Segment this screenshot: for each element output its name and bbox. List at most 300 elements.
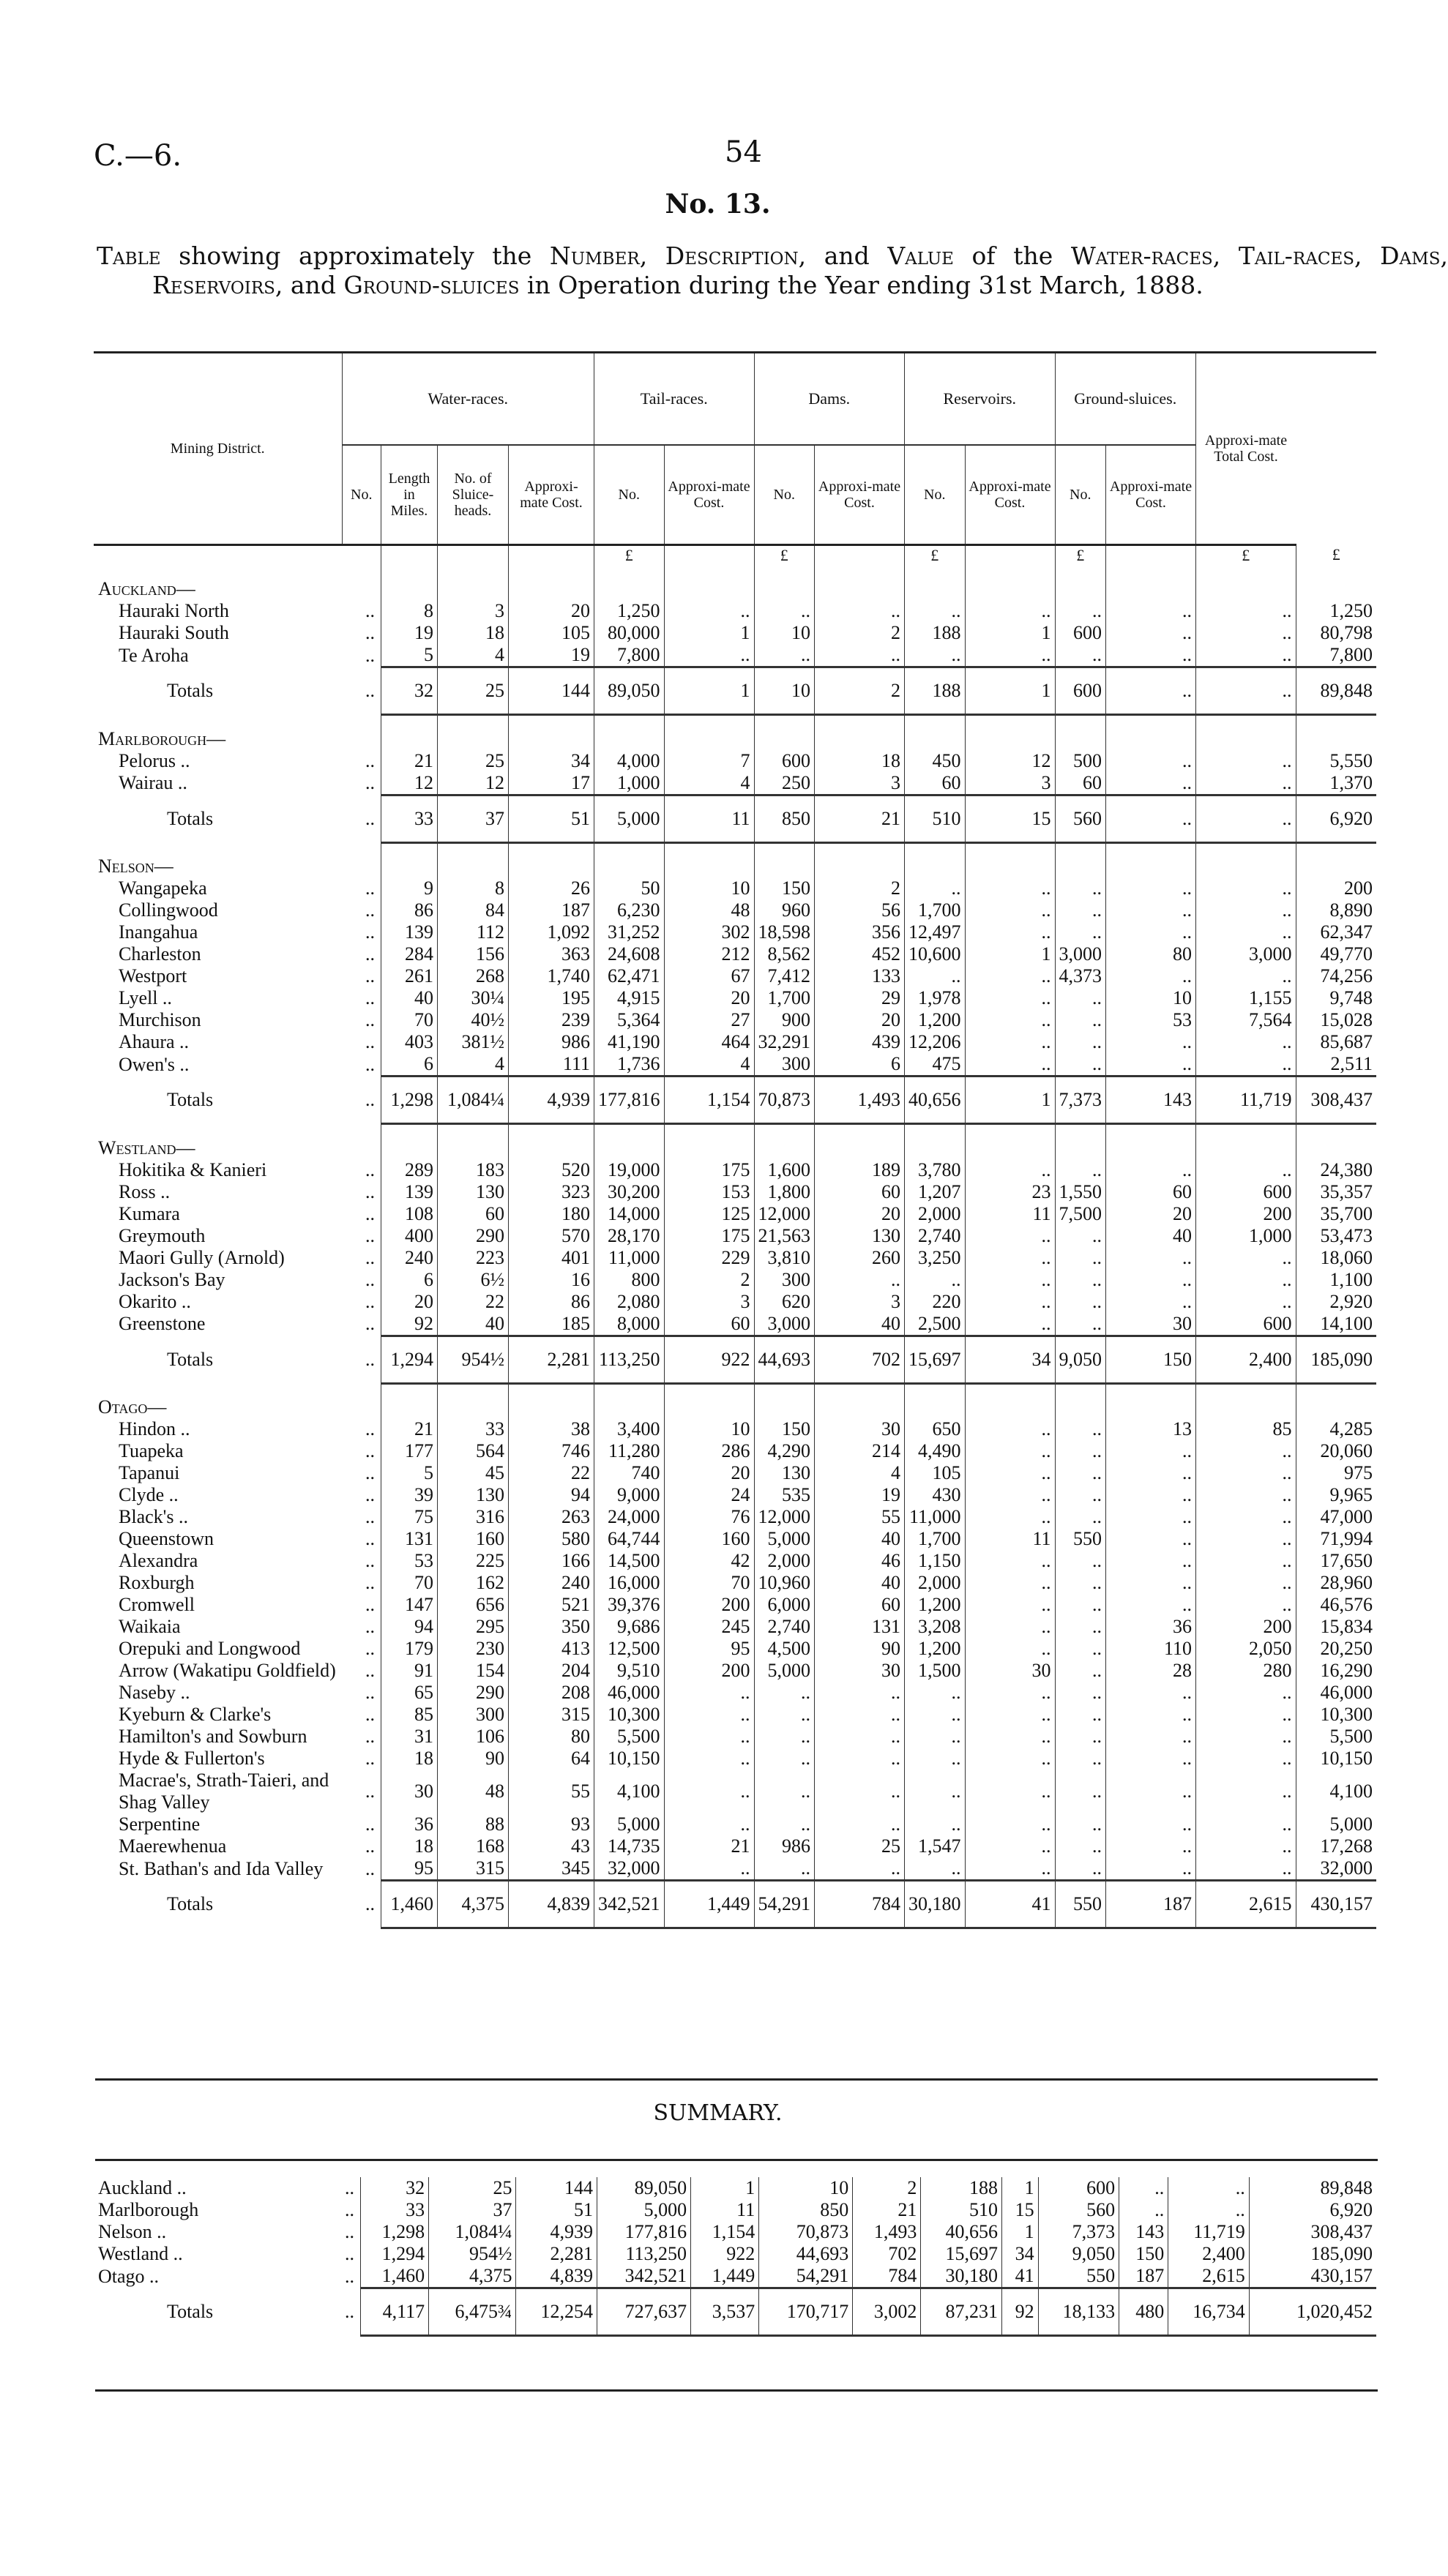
caption-keyword: Number <box>549 242 640 270</box>
header-res-no: No. <box>905 445 966 545</box>
district-name <box>94 1748 342 1770</box>
cell-gs-cost: .. <box>1196 1440 1296 1462</box>
spacer-cell <box>594 1383 665 1418</box>
cell-wr-length: 381½ <box>438 1031 509 1053</box>
cell-wr-no: 85 <box>381 1704 438 1726</box>
spacer-cell <box>1296 565 1376 600</box>
cell-tr-no: 153 <box>664 1181 754 1203</box>
cell-wr-sluice-heads: 19 <box>509 644 594 667</box>
cell-wr-no: 9 <box>381 877 438 899</box>
cell-tr-no: 464 <box>664 1031 754 1053</box>
cell-dams-cost: .. <box>905 644 966 667</box>
cell-tr-no: 160 <box>664 1528 754 1550</box>
table-row <box>94 1528 1376 1550</box>
district-name <box>94 1813 342 1835</box>
spacer-cell <box>342 715 381 750</box>
cell-gs-no: 80 <box>1106 943 1196 965</box>
cell-wr-cost: 41,190 <box>594 1031 665 1053</box>
cell-tr-no: 95 <box>664 1638 754 1660</box>
spacer-cell <box>1106 715 1196 750</box>
spacer-cell <box>754 1383 815 1418</box>
table-row <box>94 1506 1376 1528</box>
cell-wr-sluice-heads: 26 <box>509 877 594 899</box>
cell-dams-no: .. <box>815 1857 905 1881</box>
cell-wr-sluice-heads: 80 <box>509 1726 594 1748</box>
cell-tr-no: 200 <box>664 1660 754 1682</box>
cell-wr-sluice-heads: 185 <box>509 1313 594 1336</box>
district-name <box>94 1031 342 1053</box>
summary-district: Auckland .. <box>98 2177 187 2198</box>
cell-res-cost: .. <box>1055 1009 1106 1031</box>
cell-wr-no: 400 <box>381 1225 438 1247</box>
cell-dams-no: 20 <box>815 1203 905 1225</box>
district-name-text: St. Bathan's and Ida Valley <box>119 1857 324 1879</box>
cell-res-cost: .. <box>1055 1506 1106 1528</box>
cell-tr-no: 4 <box>664 1053 754 1077</box>
district-name <box>94 1009 342 1031</box>
cell-gs-cost: .. <box>1196 600 1296 622</box>
cell-res-no: .. <box>965 1484 1055 1506</box>
row-leader-dots: .. <box>365 749 375 771</box>
cell-wr-length: 300 <box>438 1704 509 1726</box>
cell-wr-sluice-heads: 363 <box>509 943 594 965</box>
cell-gs-cost: 85 <box>1196 1418 1296 1440</box>
row-leader-dots: .. <box>365 1893 375 1914</box>
cell-tr-no: 27 <box>664 1009 754 1031</box>
spacer-cell <box>1196 1124 1296 1159</box>
table-caption <box>97 242 1448 300</box>
cell-res-no: 30 <box>965 1660 1055 1682</box>
spacer-cell <box>664 1383 754 1418</box>
cell-tr-cost: 54,291 <box>754 1881 815 1928</box>
cell-res-no: .. <box>965 1291 1055 1313</box>
summary-row <box>94 2199 1376 2221</box>
table-row <box>94 987 1376 1009</box>
cell-dams-cost: 1,700 <box>905 899 966 921</box>
cell-gs-cost: .. <box>1196 1053 1296 1077</box>
cell-tr-cost: 130 <box>754 1462 815 1484</box>
row-leader-dots: .. <box>365 807 375 829</box>
spacer-cell <box>1296 1383 1376 1418</box>
cell-dams-no: 18 <box>815 750 905 772</box>
cell-dams-cost: 2,000 <box>905 1203 966 1225</box>
cell-dams-no: .. <box>815 1269 905 1291</box>
spacer-cell <box>594 565 665 600</box>
divider <box>95 2159 1378 2161</box>
cell-total-cost: 24,380 <box>1296 1159 1376 1181</box>
table-row <box>94 600 1376 622</box>
cell-tr-no: 175 <box>664 1225 754 1247</box>
spacer-cell <box>594 715 665 750</box>
cell-wr-cost: 177,816 <box>597 2221 691 2243</box>
cell-gs-no: .. <box>1106 921 1196 943</box>
district-name-text: Clyde .. <box>119 1484 179 1505</box>
cell-total-cost: 16,290 <box>1296 1660 1376 1682</box>
row-leader-dots: .. <box>365 680 375 701</box>
cell-total-cost: 1,250 <box>1296 600 1376 622</box>
cell-wr-cost: 177,816 <box>594 1077 665 1124</box>
cell-total-cost: 9,965 <box>1296 1484 1376 1506</box>
cell-res-cost: .. <box>1055 899 1106 921</box>
cell-dams-cost: 87,231 <box>921 2288 1002 2336</box>
cell-tr-cost: 986 <box>754 1835 815 1857</box>
cell-tr-cost: 12,000 <box>754 1203 815 1225</box>
cell-wr-no: 20 <box>381 1291 438 1313</box>
cell-gs-cost: 2,400 <box>1168 2243 1250 2265</box>
cell-res-cost: .. <box>1055 1269 1106 1291</box>
cell-tr-cost: .. <box>754 1770 815 1813</box>
cell-dams-no: 260 <box>815 1247 905 1269</box>
row-leader-dots: .. <box>365 1594 375 1615</box>
cell-tr-no: .. <box>664 1813 754 1835</box>
cell-wr-length: 168 <box>438 1835 509 1857</box>
table-row <box>94 1203 1376 1225</box>
cell-wr-no: 139 <box>381 1181 438 1203</box>
cell-gs-cost: .. <box>1196 1247 1296 1269</box>
spacer-cell <box>965 715 1055 750</box>
caption-keyword: Water-races <box>1070 242 1213 270</box>
cell-wr-no: 95 <box>381 1857 438 1881</box>
cell-wr-cost: 14,500 <box>594 1550 665 1572</box>
cell-gs-cost: 11,719 <box>1196 1077 1296 1124</box>
cell-dams-no: 356 <box>815 921 905 943</box>
cell-tr-cost: 2,740 <box>754 1616 815 1638</box>
cell-tr-no: 922 <box>664 1336 754 1383</box>
row-leader-dots: .. <box>365 1089 375 1110</box>
cell-res-cost: 560 <box>1038 2199 1119 2221</box>
cell-dams-no: 702 <box>815 1336 905 1383</box>
table-row <box>94 1269 1376 1291</box>
cell-wr-sluice-heads: 323 <box>509 1181 594 1203</box>
cell-res-no: .. <box>965 1682 1055 1704</box>
spacer-cell <box>754 1124 815 1159</box>
cell-total-cost: 308,437 <box>1249 2221 1376 2243</box>
table-row <box>94 899 1376 921</box>
cell-dams-cost: 10,600 <box>905 943 966 965</box>
table-row <box>94 1009 1376 1031</box>
cell-wr-sluice-heads: 22 <box>509 1462 594 1484</box>
summary-row <box>94 2265 1376 2288</box>
cell-res-cost: 550 <box>1055 1528 1106 1550</box>
spacer-cell <box>905 1383 966 1418</box>
cell-dams-no: 452 <box>815 943 905 965</box>
district-name <box>94 750 342 772</box>
cell-dams-no: 1,493 <box>815 1077 905 1124</box>
cell-res-cost: 600 <box>1055 622 1106 644</box>
cell-gs-no: .. <box>1106 1726 1196 1748</box>
cell-wr-sluice-heads: 93 <box>509 1813 594 1835</box>
cell-wr-no: 33 <box>361 2199 429 2221</box>
district-name <box>94 943 342 965</box>
district-group-name: Westland— <box>98 1137 195 1158</box>
table-row <box>94 1462 1376 1484</box>
row-leader-dots: .. <box>345 2199 354 2220</box>
cell-gs-cost: 200 <box>1196 1616 1296 1638</box>
table-row <box>94 1726 1376 1748</box>
table-row <box>94 1247 1376 1269</box>
cell-dams-no: 60 <box>815 1181 905 1203</box>
cell-gs-no: 30 <box>1106 1313 1196 1336</box>
cell-wr-sluice-heads: 263 <box>509 1506 594 1528</box>
district-name <box>94 921 342 943</box>
cell-wr-cost: 727,637 <box>597 2288 691 2336</box>
cell-gs-cost: 1,155 <box>1196 987 1296 1009</box>
spacer-cell <box>438 842 509 877</box>
cell-tr-no: 1,154 <box>664 1077 754 1124</box>
table-row <box>94 1440 1376 1462</box>
cell-dams-no: 21 <box>853 2199 921 2221</box>
cell-tr-no: 76 <box>664 1506 754 1528</box>
cell-gs-no: .. <box>1106 1159 1196 1181</box>
cell-tr-cost: 10 <box>754 667 815 715</box>
summary-totals-row <box>94 2288 1376 2336</box>
spacer-cell <box>754 842 815 877</box>
cell-wr-length: 954½ <box>429 2243 516 2265</box>
cell-dams-cost: .. <box>905 1770 966 1813</box>
district-totals-row <box>94 667 1376 715</box>
cell-res-no: 41 <box>965 1881 1055 1928</box>
spacer-cell <box>438 545 509 566</box>
cell-res-cost: 550 <box>1038 2265 1119 2288</box>
cell-gs-cost: .. <box>1196 1159 1296 1181</box>
cell-gs-no: .. <box>1106 1053 1196 1077</box>
cell-wr-sluice-heads: 38 <box>509 1418 594 1440</box>
cell-wr-length: 290 <box>438 1682 509 1704</box>
cell-total-cost: 7,800 <box>1296 644 1376 667</box>
cell-res-cost: 7,373 <box>1038 2221 1119 2243</box>
cell-dams-no: 46 <box>815 1550 905 1572</box>
cell-gs-no: .. <box>1106 795 1196 842</box>
district-totals-row <box>94 1336 1376 1383</box>
cell-tr-cost: 70,873 <box>759 2221 853 2243</box>
cell-wr-no: 92 <box>381 1313 438 1336</box>
cell-gs-no: .. <box>1106 772 1196 795</box>
cell-gs-cost: 600 <box>1196 1181 1296 1203</box>
cell-res-no: .. <box>965 1857 1055 1881</box>
cell-total-cost: 46,000 <box>1296 1682 1376 1704</box>
cell-gs-no: 60 <box>1106 1181 1196 1203</box>
cell-wr-no: 65 <box>381 1682 438 1704</box>
cell-total-cost: 975 <box>1296 1462 1376 1484</box>
cell-dams-cost: 1,547 <box>905 1835 966 1857</box>
row-leader-dots: .. <box>365 1053 375 1075</box>
cell-wr-sluice-heads: 43 <box>509 1835 594 1857</box>
cell-wr-sluice-heads: 4,839 <box>516 2265 597 2288</box>
spacer-cell <box>905 715 966 750</box>
cell-wr-cost: 1,000 <box>594 772 665 795</box>
cell-wr-length: 130 <box>438 1181 509 1203</box>
cell-res-no: .. <box>965 1440 1055 1462</box>
cell-res-cost: 7,500 <box>1055 1203 1106 1225</box>
cell-dams-no: .. <box>815 1813 905 1835</box>
cell-tr-cost: 3,810 <box>754 1247 815 1269</box>
district-group-name: Nelson— <box>98 855 173 877</box>
summary-district: Westland .. <box>98 2243 183 2264</box>
cell-res-no: 15 <box>1001 2199 1038 2221</box>
cell-gs-no: 20 <box>1106 1203 1196 1225</box>
spacer-cell <box>965 1383 1055 1418</box>
cell-tr-cost: 8,562 <box>754 943 815 965</box>
spacer-cell <box>509 1383 594 1418</box>
cell-dams-cost: 60 <box>905 772 966 795</box>
cell-res-cost: .. <box>1055 1440 1106 1462</box>
cell-tr-no: 1 <box>691 2177 759 2199</box>
cell-gs-no: .. <box>1119 2177 1168 2199</box>
cell-gs-cost: .. <box>1196 899 1296 921</box>
cell-dams-no: 40 <box>815 1528 905 1550</box>
spacer-cell <box>1106 1383 1196 1418</box>
cell-dams-cost: .. <box>905 1704 966 1726</box>
header-res-cost: Approxi-mate Cost. <box>965 445 1055 545</box>
cell-dams-cost: 4,490 <box>905 1440 966 1462</box>
cell-tr-no: 42 <box>664 1550 754 1572</box>
district-name <box>94 1462 342 1484</box>
cell-tr-no: .. <box>664 1726 754 1748</box>
summary-row <box>94 2177 1376 2199</box>
table-row <box>94 921 1376 943</box>
row-leader-dots: .. <box>365 877 375 899</box>
cell-gs-no: 53 <box>1106 1009 1196 1031</box>
cell-wr-sluice-heads: 239 <box>509 1009 594 1031</box>
cell-wr-no: 18 <box>381 1748 438 1770</box>
cell-gs-no: .. <box>1106 622 1196 644</box>
cell-res-cost: .. <box>1055 1748 1106 1770</box>
cell-gs-no: .. <box>1106 1594 1196 1616</box>
cell-gs-no: .. <box>1106 1704 1196 1726</box>
cell-gs-no: .. <box>1106 1484 1196 1506</box>
cell-dams-cost: 450 <box>905 750 966 772</box>
spacer-cell <box>815 565 905 600</box>
cell-wr-no: 5 <box>381 1462 438 1484</box>
cell-res-no: .. <box>965 1269 1055 1291</box>
cell-gs-cost: 200 <box>1196 1203 1296 1225</box>
table-row <box>94 1594 1376 1616</box>
spacer-cell <box>905 1124 966 1159</box>
cell-dams-cost: 40,656 <box>921 2221 1002 2243</box>
cell-dams-cost: 1,200 <box>905 1638 966 1660</box>
cell-wr-cost: 4,915 <box>594 987 665 1009</box>
cell-res-no: 1 <box>965 667 1055 715</box>
spacer-cell <box>509 1124 594 1159</box>
summary-row <box>94 2221 1376 2243</box>
district-name <box>94 1704 342 1726</box>
cell-wr-cost: 800 <box>594 1269 665 1291</box>
cell-res-cost: 3,000 <box>1055 943 1106 965</box>
spacer-cell <box>815 1124 905 1159</box>
cell-res-no: .. <box>965 1616 1055 1638</box>
cell-dams-cost: .. <box>905 1682 966 1704</box>
cell-tr-cost: 850 <box>754 795 815 842</box>
cell-wr-length: 90 <box>438 1748 509 1770</box>
cell-wr-no: 75 <box>381 1506 438 1528</box>
cell-total-cost: 20,250 <box>1296 1638 1376 1660</box>
cell-gs-cost: .. <box>1196 772 1296 795</box>
cell-res-cost: .. <box>1055 987 1106 1009</box>
district-name <box>94 1291 342 1313</box>
cell-tr-no: 1 <box>664 622 754 644</box>
cell-res-no: .. <box>965 1159 1055 1181</box>
table-row <box>94 750 1376 772</box>
row-leader-dots: .. <box>365 1781 375 1802</box>
cell-total-cost: 4,100 <box>1296 1770 1376 1813</box>
spacer-cell <box>754 715 815 750</box>
spacer-cell <box>381 715 438 750</box>
cell-gs-cost: .. <box>1168 2177 1250 2199</box>
cell-wr-no: 33 <box>381 795 438 842</box>
district-name-text: Te Aroha <box>119 644 189 666</box>
cell-dams-no: 131 <box>815 1616 905 1638</box>
cell-gs-cost: 3,000 <box>1196 943 1296 965</box>
table-row <box>94 1638 1376 1660</box>
cell-res-cost: .. <box>1055 1550 1106 1572</box>
cell-gs-no: 13 <box>1106 1418 1196 1440</box>
cell-dams-no: 2 <box>815 622 905 644</box>
cell-wr-length: 162 <box>438 1572 509 1594</box>
cell-tr-cost: 3,000 <box>754 1313 815 1336</box>
spacer-cell <box>815 715 905 750</box>
row-leader-dots: .. <box>345 2265 354 2287</box>
cell-total-cost: 200 <box>1296 877 1376 899</box>
cell-res-no: .. <box>965 987 1055 1009</box>
table-row <box>94 1682 1376 1704</box>
cell-dams-no: 90 <box>815 1638 905 1660</box>
cell-gs-no: .. <box>1106 1550 1196 1572</box>
cell-total-cost: 430,157 <box>1249 2265 1376 2288</box>
cell-dams-no: 2 <box>853 2177 921 2199</box>
district-name-text: Pelorus .. <box>119 749 190 771</box>
cell-gs-cost: .. <box>1196 1269 1296 1291</box>
cell-res-cost: .. <box>1055 1638 1106 1660</box>
cell-total-cost: 89,848 <box>1249 2177 1376 2199</box>
spacer-cell <box>1055 1383 1106 1418</box>
cell-gs-cost: .. <box>1196 1484 1296 1506</box>
cell-res-cost: 18,133 <box>1038 2288 1119 2336</box>
cell-gs-cost: .. <box>1196 1835 1296 1857</box>
district-name-text: Wairau .. <box>119 772 187 794</box>
table-row <box>94 1181 1376 1203</box>
spacer-cell <box>905 842 966 877</box>
cell-wr-no: 1,460 <box>361 2265 429 2288</box>
district-name <box>94 622 342 644</box>
cell-wr-cost: 113,250 <box>594 1336 665 1383</box>
cell-wr-cost: 5,000 <box>594 795 665 842</box>
cell-tr-cost: .. <box>754 1726 815 1748</box>
caption-text: , <box>1212 242 1239 270</box>
cell-gs-cost: .. <box>1196 1682 1296 1704</box>
cell-tr-no: .. <box>664 1682 754 1704</box>
cell-gs-cost: .. <box>1196 1594 1296 1616</box>
cell-dams-no: .. <box>815 1748 905 1770</box>
spacer-cell <box>1106 565 1196 600</box>
cell-wr-cost: 14,735 <box>594 1835 665 1857</box>
district-name <box>94 1857 342 1881</box>
cell-wr-cost: 14,000 <box>594 1203 665 1225</box>
cell-wr-no: 32 <box>381 667 438 715</box>
cell-wr-length: 6½ <box>438 1269 509 1291</box>
cell-wr-cost: 5,000 <box>594 1813 665 1835</box>
cell-total-cost: 47,000 <box>1296 1506 1376 1528</box>
cell-res-cost: 600 <box>1055 667 1106 715</box>
cell-tr-cost: 600 <box>754 750 815 772</box>
header-wr-sluice-heads: No. of Sluice-heads. <box>438 445 509 545</box>
district-totals-row <box>94 1077 1376 1124</box>
row-leader-dots: .. <box>365 1484 375 1505</box>
cell-wr-length: 106 <box>438 1726 509 1748</box>
cell-res-no: 12 <box>965 750 1055 772</box>
cell-gs-no: .. <box>1106 1247 1196 1269</box>
district-name-text: Arrow (Wakatipu Goldfield) <box>119 1660 336 1681</box>
spacer-cell <box>965 565 1055 600</box>
